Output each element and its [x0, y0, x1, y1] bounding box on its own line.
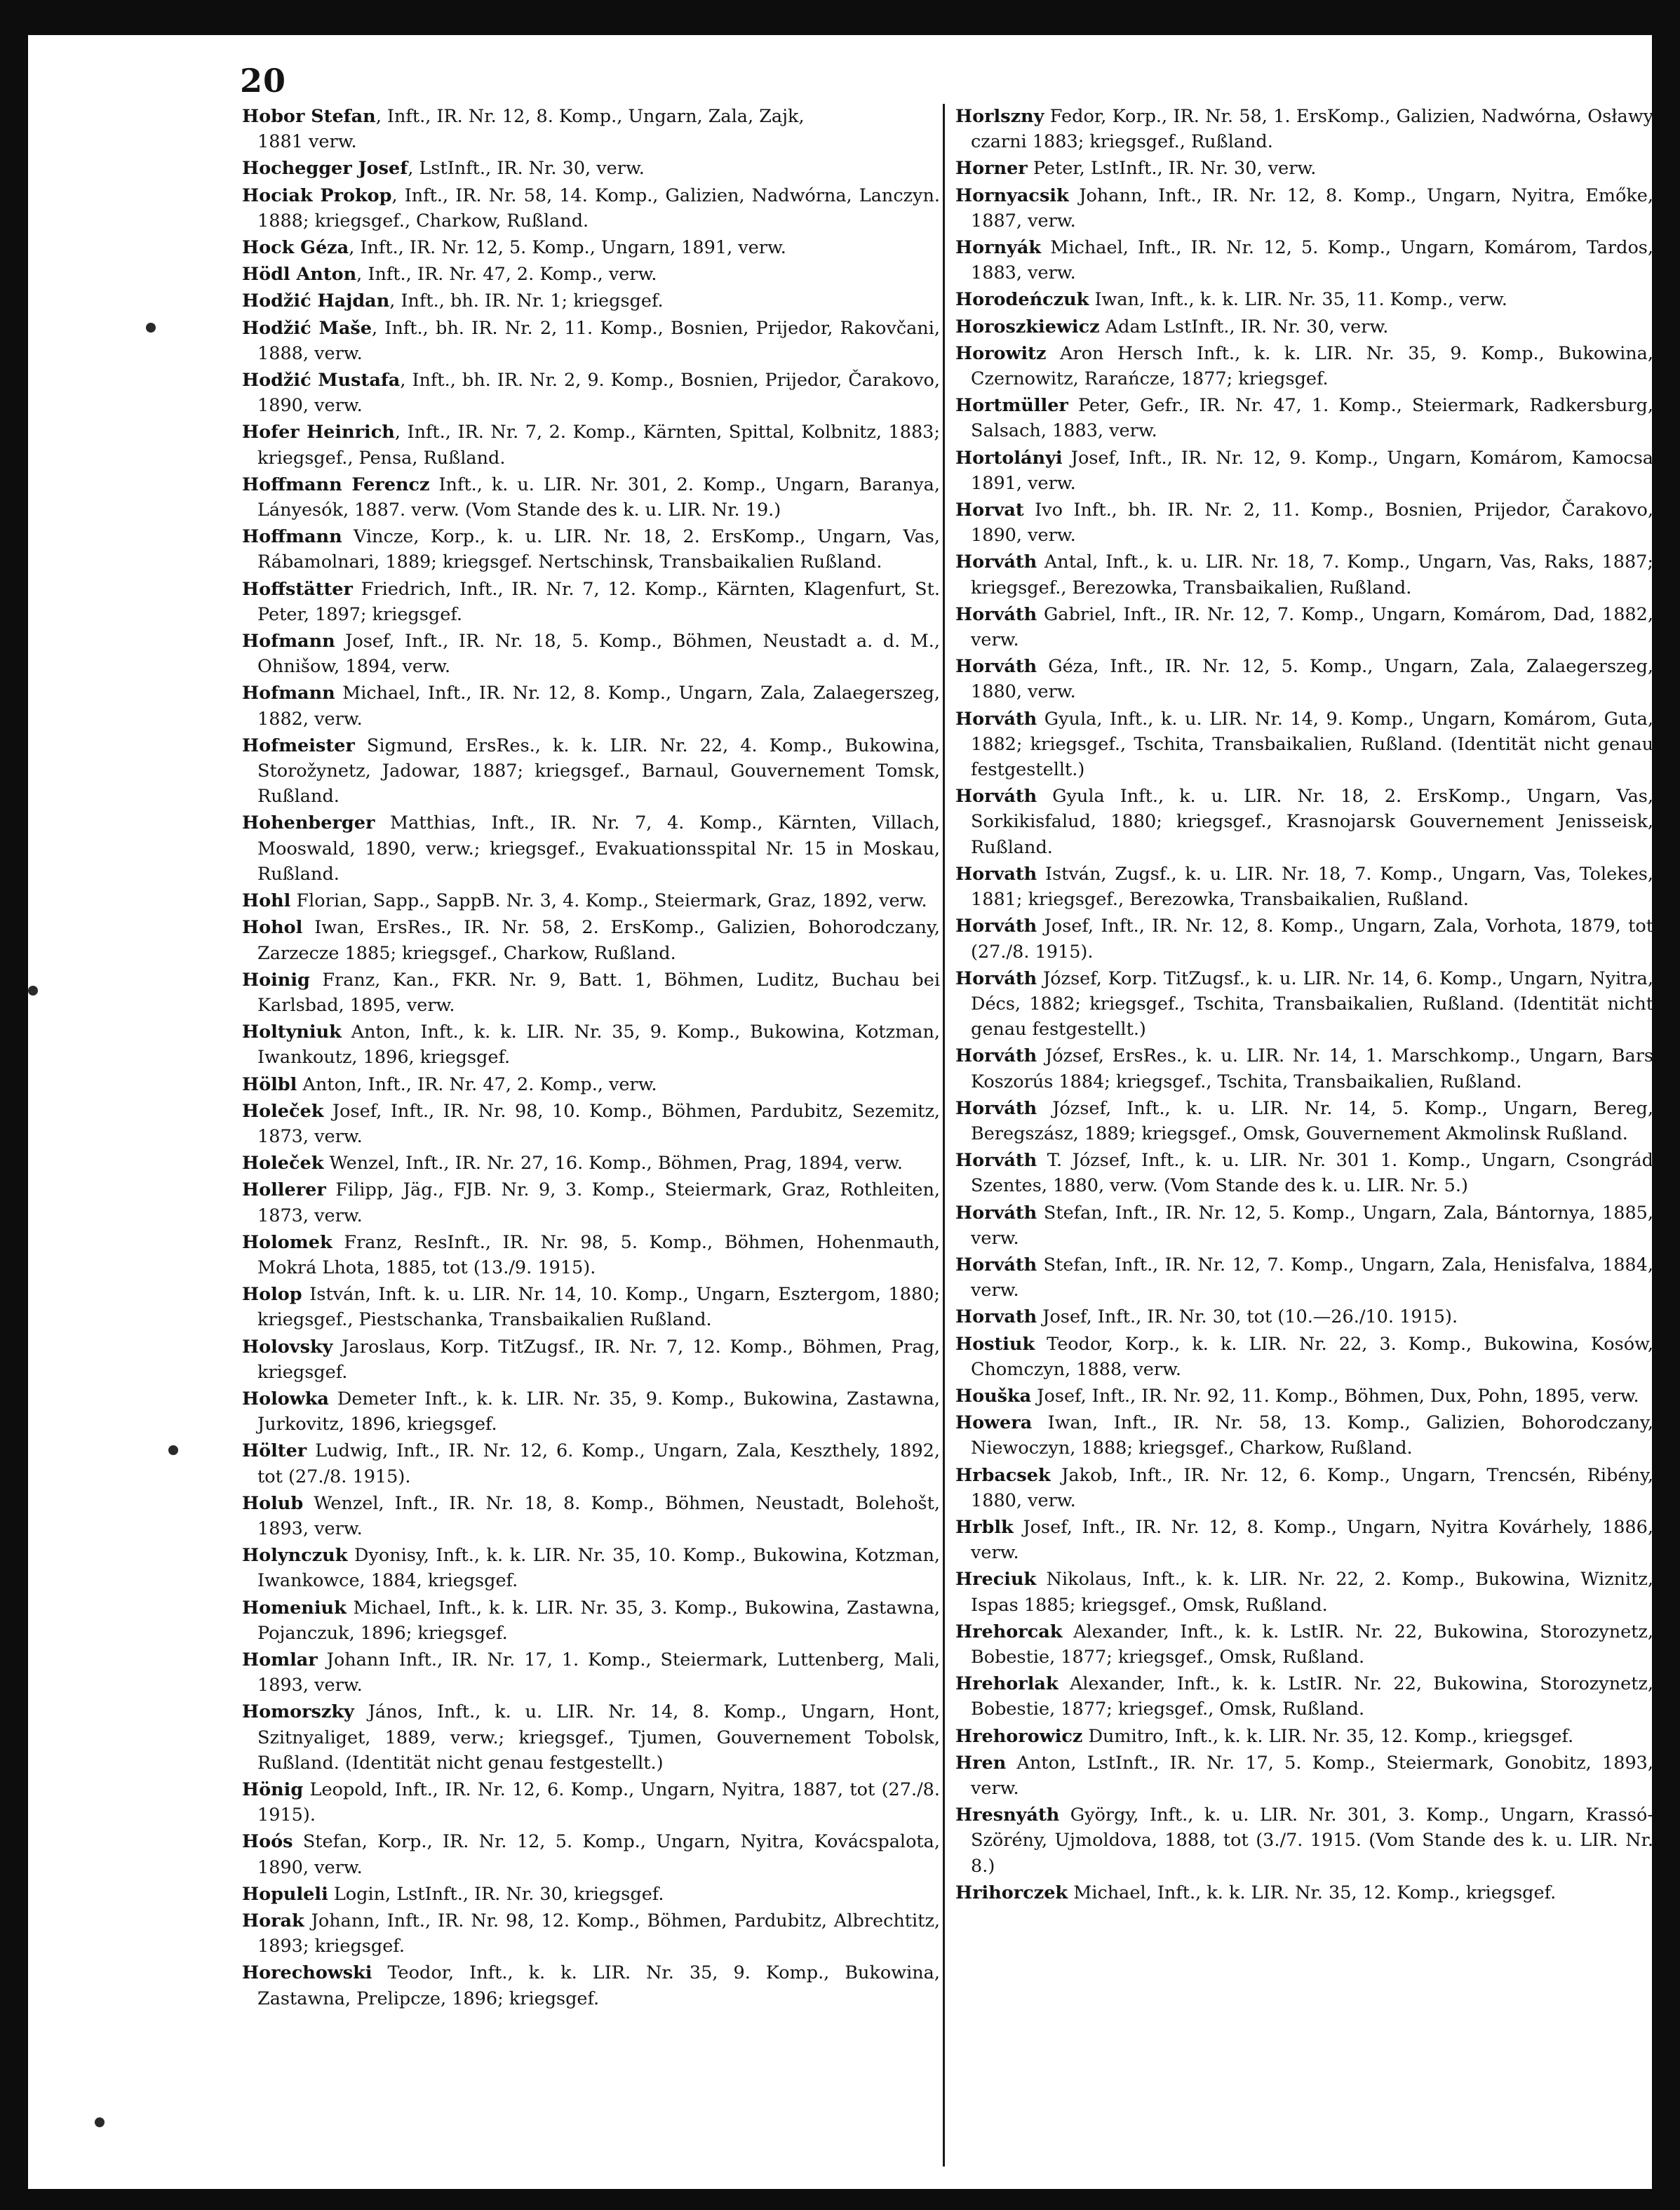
- register-entry: [955, 104, 1653, 154]
- entry-details: , Inft., IR. Nr. 47, 2. Komp., verw.: [356, 264, 657, 286]
- entry-name: Hochegger Josef: [242, 158, 408, 180]
- entry-details: Adam LstInft., IR. Nr. 30, verw.: [1099, 316, 1389, 337]
- entry-name: Horlszny: [955, 106, 1044, 127]
- entry-name: Hrblk: [955, 1516, 1014, 1538]
- page-number: 20: [240, 62, 287, 100]
- entry-name: Hreciuk: [955, 1569, 1037, 1590]
- register-entry: [955, 549, 1653, 600]
- register-entry: [955, 706, 1653, 783]
- right-column: [955, 104, 1653, 2184]
- entry-name: Houška: [955, 1385, 1032, 1407]
- entry-details: Peter, LstInft., IR. Nr. 30, verw.: [1027, 158, 1317, 180]
- register-entry: [242, 156, 940, 181]
- entry-name: Holub: [242, 1492, 304, 1514]
- entry-name: Horodeńczuk: [955, 289, 1089, 311]
- register-entry: [955, 1043, 1653, 1094]
- register-entry: [242, 1829, 940, 1880]
- register-entry: [242, 915, 940, 965]
- entry-name: Hren: [955, 1752, 1007, 1774]
- entry-name: Howera: [955, 1412, 1033, 1434]
- entry-name: Hofmeister: [242, 735, 355, 756]
- entry-name: Hoffstätter: [242, 578, 353, 600]
- entry-details: Florian, Sapp., SappB. Nr. 3, 4. Komp., Steiermark, Graz, 1892, verw.: [290, 890, 927, 912]
- register-entry: [242, 681, 940, 731]
- register-entry: [955, 1671, 1653, 1722]
- register-entry: [242, 104, 940, 154]
- entry-details: Alexander, Inft., k. k. LstIR. Nr. 22, Bukowina, Storozynetz, Bobestie, 1877; kriegsgef., Omsk, Rußland.: [971, 1621, 1653, 1668]
- entry-name: Hoffmann: [242, 526, 342, 548]
- entry-details: Jaroslaus, Korp. TitZugsf., IR. Nr. 7, 12. Komp., Böhmen, Prag, kriegsgef.: [257, 1336, 940, 1383]
- entry-details: Michael, Inft., IR. Nr. 12, 5. Komp., Ungarn, Komárom, Tardos, 1883, verw.: [971, 237, 1653, 284]
- entry-name: Horváth: [955, 786, 1037, 808]
- entry-name: Hornyacsik: [955, 185, 1069, 206]
- register-entry: [955, 784, 1653, 860]
- entry-name: Hrehorlak: [955, 1673, 1059, 1695]
- entry-details: Matthias, Inft., IR. Nr. 7, 4. Komp., Kärnten, Villach, Mooswald, 1890, verw.; kriegsgef., Evakuationsspital Nr. 15 in Moskau, Rußland.: [257, 812, 940, 885]
- entry-details: Wenzel, Inft., IR. Nr. 18, 8. Komp., Böhmen, Neustadt, Bolehošt, 1893, verw.: [257, 1492, 940, 1539]
- register-entry: [955, 1802, 1653, 1879]
- scan-speck: [168, 1445, 178, 1455]
- register-entry: [955, 1619, 1653, 1670]
- entry-details: Josef, Inft., IR. Nr. 12, 8. Komp., Ungarn, Nyitra Kovárhely, 1886, verw.: [971, 1516, 1653, 1564]
- register-entry: [242, 1882, 940, 1907]
- register-entry: [955, 1567, 1653, 1617]
- entry-details: T. József, Inft., k. u. LIR. Nr. 301 1. Komp., Ungarn, Csongrád Szentes, 1880, verw. (Vom Stande des k. u. LIR. Nr. 5.): [971, 1150, 1653, 1197]
- register-entry: [242, 262, 940, 287]
- entry-details: Johann, Inft., IR. Nr. 12, 8. Komp., Ungarn, Nyitra, Emőke, 1887, verw.: [971, 185, 1653, 232]
- entry-name: Hoós: [242, 1831, 293, 1853]
- register-entry: [242, 1282, 940, 1332]
- register-entry: [242, 288, 940, 314]
- entry-name: Hölter: [242, 1440, 307, 1462]
- entry-details: János, Inft., k. u. LIR. Nr. 14, 8. Komp., Ungarn, Hont, Szitnyaliget, 1889, verw.; kriegsgef., Tjumen, Gouvernement Tobolsk, Rußland. (Identität nicht genau festgestellt.): [257, 1701, 940, 1774]
- register-entry: [955, 446, 1653, 496]
- register-entry: [955, 1252, 1653, 1303]
- register-entry: [242, 1647, 940, 1698]
- entry-details: Ludwig, Inft., IR. Nr. 12, 6. Komp., Ungarn, Zala, Keszthely, 1892, tot (27./8. 1915).: [257, 1440, 940, 1487]
- entry-details: Franz, ResInft., IR. Nr. 98, 5. Komp., Böhmen, Hohenmauth, Mokrá Lhota, 1885, tot (13./9. 1915).: [257, 1231, 940, 1278]
- entry-details: Antal, Inft., k. u. LIR. Nr. 18, 7. Komp., Ungarn, Vas, Raks, 1887; kriegsgef., Berezowka, Transbaikalien, Rußland.: [971, 551, 1653, 598]
- entry-name: Hortmüller: [955, 395, 1068, 417]
- register-entry: [242, 1177, 940, 1228]
- entry-details: Jakob, Inft., IR. Nr. 12, 6. Komp., Ungarn, Trencsén, Ribény, 1880, verw.: [971, 1464, 1653, 1511]
- entry-details: Franz, Kan., FKR. Nr. 9, Batt. 1, Böhmen, Luditz, Buchau bei Karlsbad, 1895, verw.: [257, 969, 940, 1016]
- register-entry: [242, 1595, 940, 1646]
- entry-details: József, Korp. TitZugsf., k. u. LIR. Nr. 14, 6. Komp., Ungarn, Nyitra, Décs, 1882; kriegsgef., Tschita, Transbaikalien, Rußland. (Identität nicht genau festgestellt.): [971, 967, 1653, 1040]
- entry-details: Dumitro, Inft., k. k. LIR. Nr. 35, 12. Komp., kriegsgef.: [1082, 1725, 1574, 1747]
- entry-name: Horváth: [955, 603, 1037, 625]
- entry-name: Hrehorowicz: [955, 1725, 1083, 1747]
- entry-name: Homeniuk: [242, 1597, 347, 1619]
- entry-details: , Inft., bh. IR. Nr. 1; kriegsgef.: [389, 290, 664, 312]
- entry-details: Dyonisy, Inft., k. k. LIR. Nr. 35, 10. Komp., Bukowina, Kotzman, Iwankowce, 1884, kriegsgef.: [257, 1545, 940, 1592]
- register-entry: [955, 341, 1653, 391]
- entry-name: Hock Géza: [242, 237, 349, 259]
- entry-name: Horowitz: [955, 342, 1047, 364]
- register-entry: [242, 1072, 940, 1097]
- entry-name: Hornyák: [955, 237, 1042, 259]
- entry-name: Hodžić Maše: [242, 317, 372, 339]
- register-entry: [242, 733, 940, 810]
- entry-details: Stefan, Inft., IR. Nr. 12, 5. Komp., Ungarn, Zala, Bántornya, 1885, verw.: [971, 1202, 1653, 1249]
- register-entry: [242, 1334, 940, 1385]
- register-entry: [955, 156, 1653, 181]
- entry-name: Hrbacsek: [955, 1464, 1051, 1486]
- entry-details: Josef, Inft., IR. Nr. 30, tot (10.—26./10. 1915).: [1037, 1306, 1458, 1328]
- entry-name: Hödl Anton: [242, 264, 357, 286]
- entry-name: Horváth: [955, 1097, 1037, 1119]
- entry-details: Gyula, Inft., k. u. LIR. Nr. 14, 9. Komp., Ungarn, Komárom, Guta, 1882; kriegsgef., Tschita, Transbaikalien, Rußland. (Identität nicht genau festgestellt.): [971, 708, 1653, 781]
- register-entry: [955, 287, 1653, 312]
- entry-details: Leopold, Inft., IR. Nr. 12, 6. Komp., Ungarn, Nyitra, 1887, tot (27./8. 1915).: [257, 1779, 940, 1826]
- entry-details: Josef, Inft., IR. Nr. 12, 8. Komp., Ungarn, Zala, Vorhota, 1879, tot (27./8. 1915).: [971, 916, 1653, 963]
- entry-name: Holtyniuk: [242, 1022, 342, 1043]
- entry-name: Hrehorcak: [955, 1621, 1063, 1642]
- register-entry: [955, 913, 1653, 964]
- entry-name: Homlar: [242, 1649, 318, 1670]
- register-entry: [955, 1332, 1653, 1382]
- register-entry: [955, 183, 1653, 234]
- entry-name: Hofmann: [242, 683, 335, 704]
- entry-details: István, Inft. k. u. LIR. Nr. 14, 10. Komp., Ungarn, Esztergom, 1880; kriegsgef., Piestschanka, Transbaikalien Rußland.: [257, 1284, 940, 1331]
- entry-name: Horoszkiewicz: [955, 316, 1100, 337]
- register-entry: [242, 316, 940, 366]
- register-entry: [242, 1960, 940, 2011]
- entry-name: Hodžić Hajdan: [242, 290, 390, 312]
- entry-name: Horváth: [955, 1202, 1037, 1224]
- entry-details: Anton, Inft., k. k. LIR. Nr. 35, 9. Komp., Bukowina, Kotzman, Iwankoutz, 1896, kriegsgef.: [257, 1022, 940, 1069]
- entry-name: Horvat: [955, 500, 1024, 521]
- entry-name: Holynczuk: [242, 1545, 348, 1567]
- entry-details: Ivo Inft., bh. IR. Nr. 2, 11. Komp., Bosnien, Prijedor, Čarakovo, 1890, verw.: [971, 500, 1653, 547]
- entry-details: Iwan, ErsRes., IR. Nr. 58, 2. ErsKomp., Galizien, Bohorodczany, Zarzecze 1885; kriegsgef., Charkow, Rußland.: [257, 917, 940, 964]
- entry-name: Homorszky: [242, 1701, 354, 1723]
- entry-name: Holop: [242, 1284, 302, 1306]
- entry-details: József, ErsRes., k. u. LIR. Nr. 14, 1. Marschkomp., Ungarn, Bars Koszorús 1884; kriegsgef., Tschita, Transbaikalien, Rußland.: [971, 1045, 1653, 1092]
- column-divider: [943, 104, 945, 2167]
- register-entry: [242, 967, 940, 1018]
- entry-details: Wenzel, Inft., IR. Nr. 27, 16. Komp., Böhmen, Prag, 1894, verw.: [323, 1153, 903, 1174]
- register-entry: [242, 368, 940, 418]
- register-entry: [955, 235, 1653, 286]
- scan-speck: [146, 323, 156, 333]
- entry-name: Hofer Heinrich: [242, 422, 395, 443]
- register-entry: [955, 393, 1653, 443]
- entry-name: Horváth: [955, 551, 1037, 573]
- register-entry: [242, 1908, 940, 1959]
- entry-details: Aron Hersch Inft., k. k. LIR. Nr. 35, 9. Komp., Bukowina, Czernowitz, Rarańcze, 1877; kriegsgef.: [971, 342, 1653, 390]
- entry-name: Horváth: [955, 967, 1037, 989]
- register-entry: [955, 1463, 1653, 1513]
- register-entry: [955, 1304, 1653, 1330]
- register-entry: [242, 1438, 940, 1489]
- entry-details: Login, LstInft., IR. Nr. 30, kriegsgef.: [328, 1883, 664, 1905]
- entry-details: Fedor, Korp., IR. Nr. 58, 1. ErsKomp., Galizien, Nadwórna, Osławy czarni 1883; kriegsgef., Rußland.: [971, 106, 1653, 153]
- register-entry: [955, 602, 1653, 652]
- entry-name: Holovsky: [242, 1336, 333, 1358]
- register-entry: [955, 1515, 1653, 1565]
- entry-name: Hollerer: [242, 1179, 326, 1201]
- entry-name: Hobor Stefan: [242, 106, 376, 127]
- entry-details: Michael, Inft., IR. Nr. 12, 8. Komp., Ungarn, Zala, Zalaegerszeg, 1882, verw.: [257, 683, 940, 730]
- entry-details: Peter, Gefr., IR. Nr. 47, 1. Komp., Steiermark, Radkersburg, Salsach, 1883, verw.: [971, 395, 1653, 442]
- entry-name: Horváth: [955, 656, 1037, 678]
- entry-name: Holomek: [242, 1231, 332, 1253]
- entry-details: Josef, Inft., IR. Nr. 98, 10. Komp., Böhmen, Pardubitz, Sezemitz, 1873, verw.: [257, 1100, 940, 1147]
- register-entry: [955, 1750, 1653, 1801]
- entry-name: Horak: [242, 1910, 304, 1932]
- entry-details: József, Inft., k. u. LIR. Nr. 14, 5. Komp., Ungarn, Bereg, Beregszász, 1889; kriegsgef., Omsk, Gouvernement Akmolinsk Rußland.: [971, 1097, 1653, 1144]
- scan-border-top: [0, 0, 1680, 35]
- register-entry: [955, 1384, 1653, 1409]
- entry-name: Hölbl: [242, 1073, 297, 1095]
- register-entry: [242, 888, 940, 913]
- register-entry: [955, 1724, 1653, 1749]
- register-entry: [242, 1543, 940, 1593]
- entry-details: , Inft., bh. IR. Nr. 2, 9. Komp., Bosnien, Prijedor, Čarakovo, 1890, verw.: [257, 370, 940, 417]
- entry-details: Nikolaus, Inft., k. k. LIR. Nr. 22, 2. Komp., Bukowina, Wiznitz, Ispas 1885; kriegsgef., Omsk, Rußland.: [971, 1569, 1653, 1616]
- entry-name: Hresnyáth: [955, 1804, 1060, 1826]
- left-column: [242, 104, 940, 2184]
- entry-details: , Inft., IR. Nr. 58, 14. Komp., Galizien, Nadwórna, Lanczyn. 1888; kriegsgef., Charkow, Rußland.: [257, 185, 940, 232]
- scan-border-left: [0, 0, 28, 2210]
- register-entry: [955, 1148, 1653, 1198]
- entry-name: Holeček: [242, 1153, 324, 1174]
- entry-name: Horner: [955, 158, 1028, 180]
- entry-details: Josef, Inft., IR. Nr. 12, 9. Komp., Ungarn, Komárom, Kamocsa 1891, verw.: [971, 447, 1653, 494]
- entry-details: Alexander, Inft., k. k. LstIR. Nr. 22, Bukowina, Storozynetz, Bobestie, 1877; kriegsgef., Omsk, Rußland.: [971, 1673, 1653, 1720]
- entry-name: Holowka: [242, 1388, 329, 1409]
- entry-name: Hortolányi: [955, 447, 1063, 469]
- register-entry: [242, 524, 940, 575]
- entry-name: Hohenberger: [242, 812, 375, 834]
- register-entry: [955, 497, 1653, 548]
- register-entry: [955, 1200, 1653, 1251]
- entry-details: Inft., k. u. LIR. Nr. 301, 2. Komp., Ungarn, Baranya, Lányesók, 1887. verw. (Vom Stande des k. u. LIR. Nr. 19.): [257, 474, 940, 521]
- entry-name: Horváth: [955, 916, 1037, 937]
- entry-details: Michael, Inft., k. k. LIR. Nr. 35, 3. Komp., Bukowina, Zastawna, Pojanczuk, 1896; kriegsgef.: [257, 1597, 940, 1644]
- entry-details: Anton, LstInft., IR. Nr. 17, 5. Komp., Steiermark, Gonobitz, 1893, verw.: [971, 1752, 1653, 1799]
- entry-details: , LstInft., IR. Nr. 30, verw.: [408, 158, 645, 180]
- entry-details: György, Inft., k. u. LIR. Nr. 301, 3. Komp., Ungarn, Krassó-Szörény, Ujmoldova, 1888, tot (3./7. 1915. (Vom Stande des k. u. LIR. Nr. 8.): [971, 1804, 1653, 1877]
- register-entry: [242, 1019, 940, 1070]
- entry-name: Hohol: [242, 917, 303, 939]
- entry-details: , Inft., IR. Nr. 7, 2. Komp., Kärnten, Spittal, Kolbnitz, 1883; kriegsgef., Pensa, Rußland.: [257, 422, 940, 469]
- entry-name: Horváth: [955, 708, 1037, 730]
- entry-details: István, Zugsf., k. u. LIR. Nr. 18, 7. Komp., Ungarn, Vas, Tolekes, 1881; kriegsgef., Berezowka, Transbaikalien, Rußland.: [971, 863, 1653, 911]
- register-entry: [242, 1699, 940, 1776]
- register-entry: [955, 1880, 1653, 1906]
- entry-name: Hoinig: [242, 969, 310, 991]
- register-entry: [955, 1096, 1653, 1146]
- entry-details: Gyula Inft., k. u. LIR. Nr. 18, 2. ErsKomp., Ungarn, Vas, Sorkikisfalud, 1880; kriegsgef., Krasnojarsk Gouvernement Jenisseisk, Rußland.: [971, 786, 1653, 858]
- entry-name: Hohl: [242, 890, 291, 912]
- entry-name: Holeček: [242, 1100, 324, 1122]
- entry-details: , Inft., bh. IR. Nr. 2, 11. Komp., Bosnien, Prijedor, Rakovčani, 1888, verw.: [257, 317, 940, 364]
- entry-name: Hönig: [242, 1779, 304, 1800]
- register-entry: [242, 183, 940, 234]
- scan-speck: [28, 986, 38, 996]
- register-entry: [955, 654, 1653, 704]
- entry-name: Horváth: [955, 1045, 1037, 1067]
- entry-details: Josef, Inft., IR. Nr. 18, 5. Komp., Böhmen, Neustadt a. d. M., Ohnišow, 1894, verw.: [257, 631, 940, 678]
- entry-name: Hostiuk: [955, 1333, 1035, 1355]
- scan-border-bottom: [0, 2189, 1680, 2210]
- entry-details: Johann Inft., IR. Nr. 17, 1. Komp., Steiermark, Luttenberg, Mali, 1893, verw.: [257, 1649, 940, 1696]
- entry-details: Demeter Inft., k. k. LIR. Nr. 35, 9. Komp., Bukowina, Zastawna, Jurkovitz, 1896, kriegsgef.: [257, 1388, 940, 1435]
- entry-details: Géza, Inft., IR. Nr. 12, 5. Komp., Ungarn, Zala, Zalaegerszeg, 1880, verw.: [971, 656, 1653, 703]
- entry-name: Horechowski: [242, 1962, 372, 1984]
- register-entry: [242, 629, 940, 679]
- register-entry: [955, 966, 1653, 1043]
- entry-name: Hopuleli: [242, 1883, 328, 1905]
- entry-details: Johann, Inft., IR. Nr. 98, 12. Komp., Böhmen, Pardubitz, Albrechtitz, 1893; kriegsgef.: [257, 1910, 940, 1957]
- entry-name: Hoffmann Ferencz: [242, 474, 430, 495]
- register-entry: [955, 862, 1653, 912]
- register-entry: [242, 1151, 940, 1176]
- entry-details: , Inft., IR. Nr. 12, 8. Komp., Ungarn, Zala, Zajk, 1881 verw.: [257, 106, 805, 153]
- entry-name: Hodžić Mustafa: [242, 370, 401, 391]
- entry-name: Horváth: [955, 1254, 1037, 1275]
- entry-details: Friedrich, Inft., IR. Nr. 7, 12. Komp., Kärnten, Klagenfurt, St. Peter, 1897; kriegsgef.: [257, 578, 940, 625]
- entry-details: Sigmund, ErsRes., k. k. LIR. Nr. 22, 4. Komp., Bukowina, Storožynetz, Jadowar, 1887; kriegsgef., Barnaul, Gouvernement Tomsk, Rußland.: [257, 735, 940, 808]
- entry-details: Teodor, Korp., k. k. LIR. Nr. 22, 3. Komp., Bukowina, Kosów, Chomczyn, 1888, verw.: [971, 1333, 1653, 1380]
- register-entry: [242, 577, 940, 627]
- entry-details: Iwan, Inft., IR. Nr. 58, 13. Komp., Galizien, Bohorodczany, Niewoczyn, 1888; kriegsgef., Charkow, Rußland.: [971, 1412, 1653, 1459]
- entry-details: Josef, Inft., IR. Nr. 92, 11. Komp., Böhmen, Dux, Pohn, 1895, verw.: [1031, 1385, 1639, 1407]
- entry-name: Hofmann: [242, 631, 335, 652]
- register-entry: [242, 1777, 940, 1828]
- entry-details: Vincze, Korp., k. u. LIR. Nr. 18, 2. ErsKomp., Ungarn, Vas, Rábamolnari, 1889; kriegsgef. Nertschinsk, Transbaikalien Rußland.: [257, 526, 940, 573]
- register-entry: [955, 314, 1653, 340]
- register-entry: [242, 1099, 940, 1149]
- register-entry: [242, 472, 940, 523]
- entry-details: Filipp, Jäg., FJB. Nr. 9, 3. Komp., Steiermark, Graz, Rothleiten, 1873, verw.: [257, 1179, 940, 1226]
- entry-details: Teodor, Inft., k. k. LIR. Nr. 35, 9. Komp., Bukowina, Zastawna, Prelipcze, 1896; kriegsgef.: [257, 1962, 940, 2009]
- register-entry: [242, 235, 940, 260]
- register-entry: [242, 1491, 940, 1541]
- entry-details: Michael, Inft., k. k. LIR. Nr. 35, 12. Komp., kriegsgef.: [1068, 1882, 1557, 1903]
- entry-name: Hrihorczek: [955, 1882, 1068, 1903]
- scan-speck: [95, 2117, 105, 2127]
- entry-details: , Inft., IR. Nr. 12, 5. Komp., Ungarn, 1891, verw.: [349, 237, 786, 259]
- register-entry: [242, 420, 940, 470]
- entry-details: Anton, Inft., IR. Nr. 47, 2. Komp., verw.: [297, 1073, 657, 1095]
- entry-details: Stefan, Korp., IR. Nr. 12, 5. Komp., Ungarn, Nyitra, Kovácspalota, 1890, verw.: [257, 1831, 940, 1878]
- entry-name: Horváth: [955, 1150, 1037, 1172]
- register-entry: [242, 810, 940, 887]
- register-entry: [242, 1230, 940, 1280]
- entry-details: Gabriel, Inft., IR. Nr. 12, 7. Komp., Ungarn, Komárom, Dad, 1882, verw.: [971, 603, 1653, 651]
- entry-name: Horvath: [955, 1306, 1037, 1328]
- entry-name: Horvath: [955, 863, 1037, 885]
- register-entry: [242, 1386, 940, 1437]
- entry-details: Stefan, Inft., IR. Nr. 12, 7. Komp., Ungarn, Zala, Henisfalva, 1884, verw.: [971, 1254, 1653, 1301]
- entry-name: Hociak Prokop: [242, 185, 392, 206]
- entry-details: Iwan, Inft., k. k. LIR. Nr. 35, 11. Komp., verw.: [1089, 289, 1507, 311]
- scan-border-right: [1652, 0, 1680, 2210]
- register-entry: [955, 1410, 1653, 1461]
